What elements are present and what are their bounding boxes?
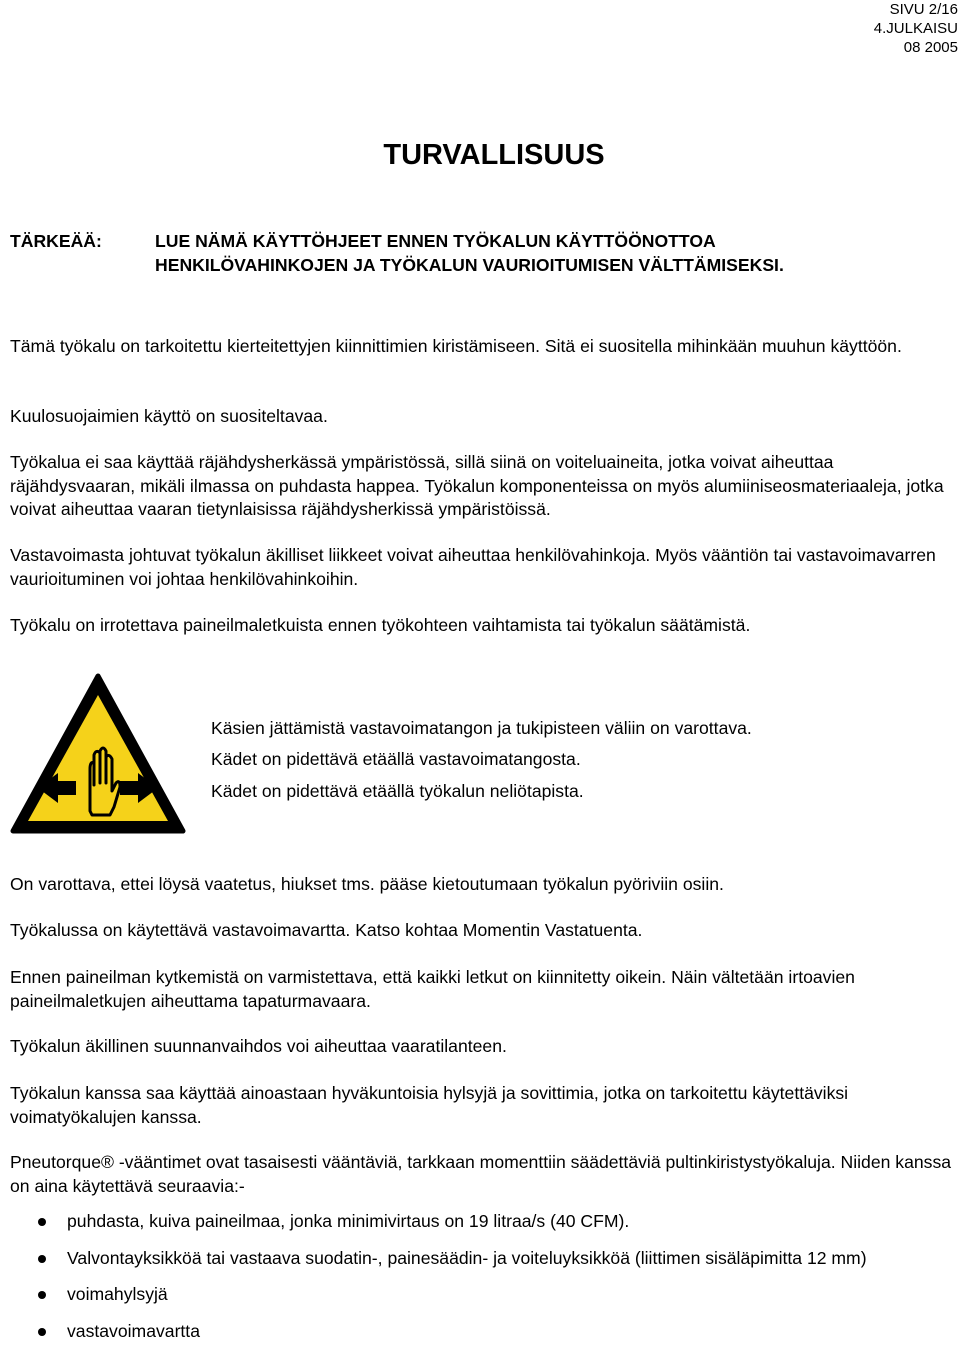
page-header [874,0,958,57]
paragraph-hoses: Ennen paineilman kytkemistä on varmistettava, että kaikki letkut on kiinnitetty oikein. Näin vältetään irtoavien paineilmaletkujen aiheuttama tapaturmavaara. [10,967,855,1011]
important-line-2: HENKILÖVAHINKOJEN JA TYÖKALUN VAURIOITUMISEN VÄLTTÄMISEKSI. [155,255,784,275]
date: 08 2005 [903,39,958,56]
edition: 4.JULKAISU [873,20,958,37]
list-item: voimahylsyjä [0,1283,952,1307]
paragraph-sockets: Työkalun kanssa saa käyttää ainoastaan hyväkuntoisia hylsyjä ja sovittimia, jotka on tarkoitettu käytettäviksi voimatyökalujen kanssa. [10,1083,849,1127]
warning-line-1: Käsien jättämistä vastavoimatangon ja tukipisteen väliin on varottava. [211,718,752,738]
warning-line-2: Kädet on pidettävä etäällä vastavoimatangosta. [211,749,581,769]
important-label: TÄRKEÄÄ: [10,231,102,251]
list-item: puhdasta, kuiva paineilmaa, jonka minimivirtaus on 19 litraa/s (40 CFM). [0,1210,952,1234]
paragraph-reaction-arm: Työkalussa on käytettävä vastavoimavartta. Katso kohtaa Momentin Vastatuenta. [10,920,643,940]
list-item: Valvontayksikköä tai vastaava suodatin-, painesäädin- ja voiteluyksikköä (liittimen sisäläpimitta 12 mm) [0,1247,952,1271]
important-line-1: LUE NÄMÄ KÄYTTÖHJEET ENNEN TYÖKALUN KÄYTTÖÖNOTTOA [155,231,716,251]
bullet-icon [38,1255,46,1263]
paragraph-hearing: Kuulosuojaimien käyttö on suositeltavaa. [10,406,328,426]
paragraph-reaction: Vastavoimasta johtuvat työkalun äkilliset liikkeet voivat aiheuttaa henkilövahinkoja. Myös vääntiön tai vastavoimavarren vaurioituminen voi johtaa henkilövahinkoihin. [10,545,936,589]
list-item: vastavoimavartta [0,1320,952,1344]
bullet-icon [38,1291,46,1299]
paragraph-direction: Työkalun äkillinen suunnanvaihdos voi aiheuttaa vaaratilanteen. [10,1036,507,1056]
bullet-icon [38,1218,46,1226]
paragraph-disconnect: Työkalu on irrotettava paineilmaletkuista ennen työkohteen vaihtamista tai työkalun säätämistä. [10,615,751,635]
paragraph-purpose: Tämä työkalu on tarkoitettu kierteitettyjen kiinnittimien kiristämiseen. Sitä ei suositella mihinkään muuhun käyttöön. [10,336,902,356]
paragraph-pneutorque: Pneutorque® -vääntimet ovat tasaisesti vääntäviä, tarkkaan momenttiin säädettäviä pultinkiristystyökaluja. Niiden kanssa on aina käytettävä seuraavia:- [10,1152,952,1196]
paragraph-clothing: On varottava, ettei löysä vaatetus, hiukset tms. pääse kietoutumaan työkalun pyöriviin osiin. [10,874,724,894]
paragraph-explosive: Työkalua ei saa käyttää räjähdysherkässä ympäristössä, sillä siinä on voiteluaineita, jotka voivat aiheuttaa räjähdysvaaran, mikäli ilmassa on puhdasta happea. Työkalun komponenteissa on myös alumiiniseosmateriaaleja, jotka voivat aiheuttaa vaaran tietynlaisissa räjähdysherkissä ympäristöissä. [10,452,944,519]
requirements-list [0,1210,960,1343]
page-number: SIVU 2/16 [889,1,958,18]
page-title: TURVALLISUUS [383,139,605,171]
hand-crush-warning-icon [10,673,186,835]
warning-line-3: Kädet on pidettävä etäällä työkalun neliötapista. [211,781,584,801]
important-text [155,229,955,277]
bullet-icon [38,1328,46,1336]
